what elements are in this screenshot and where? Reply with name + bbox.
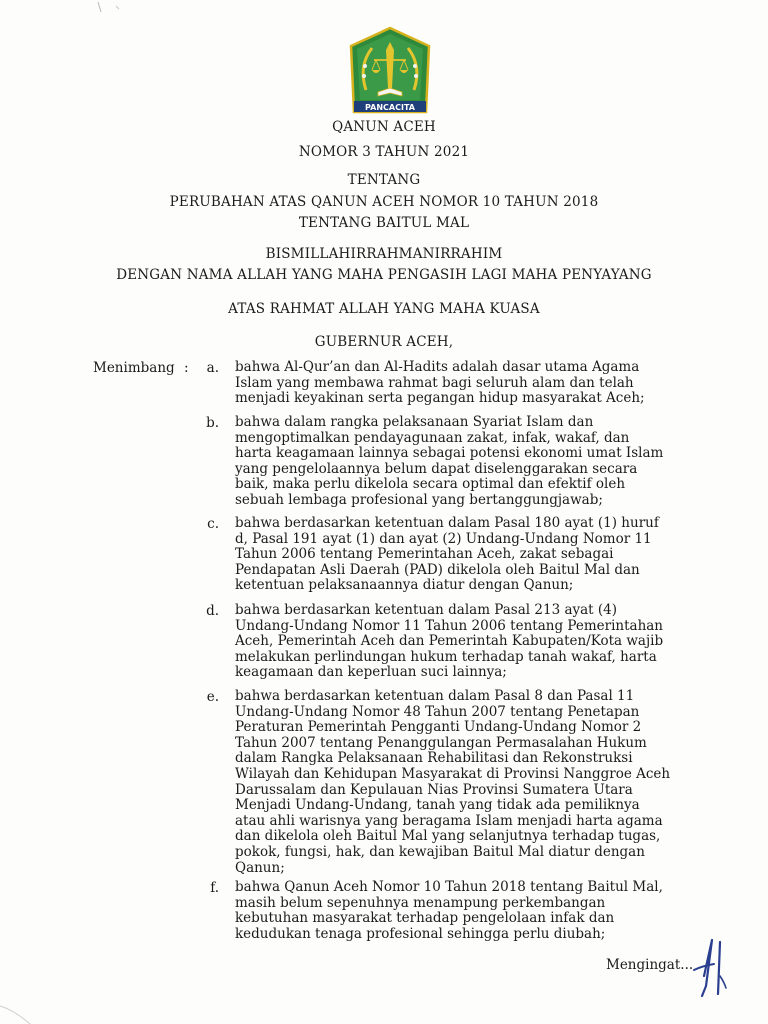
considering-label: Menimbang <box>93 360 175 376</box>
bismillah: BISMILLAHIRRAHMANIRRAHIM <box>265 246 503 262</box>
item-letter-a: a. <box>206 360 219 376</box>
item-text-b: bahwa dalam rangka pelaksanaan Syariat Islam dan mengoptimalkan pendayagunaan zakat, infak, wakaf, dan harta keagamaan lainnya sebagai potensi ekonomi umat Islam yang pengelolaannya belum dapat diselenggarakan secara baik, maka perlu dikelola secara optimal dan efektif oleh sebuah lembaga profesional yang bertanggungjawab; <box>235 414 664 508</box>
item-letter-e: e. <box>206 689 219 705</box>
item-text-a: bahwa Al-Qur’an dan Al-Hadits adalah dasar utama Agama Islam yang membawa rahmat bagi seluruh alam dan telah menjadi keyakinan serta pegangan hidup masyarakat Aceh; <box>235 359 645 407</box>
subject-line-2: TENTANG BAITUL MAL <box>298 215 470 231</box>
aceh-coat-of-arms-icon <box>348 26 432 118</box>
item-letter-d: d. <box>206 603 219 619</box>
doc-number: NOMOR 3 TAHUN 2021 <box>298 144 470 160</box>
item-letter-f: f. <box>210 880 219 896</box>
item-letter-b: b. <box>206 415 219 431</box>
pancacita-emblem <box>348 26 432 118</box>
scan-artifact-mark <box>96 0 126 20</box>
about-label: TENTANG <box>347 172 421 188</box>
item-text-f: bahwa Qanun Aceh Nomor 10 Tahun 2018 tentang Baitul Mal, masih belum sepenuhnya menampung perkembangan kebutuhan masyarakat terhadap pengelolaan infak dan kedudukan tenaga profesional sehingga perlu diubah; <box>235 879 663 942</box>
subject-line-1: PERUBAHAN ATAS QANUN ACEH NOMOR 10 TAHUN 2018 <box>169 194 599 210</box>
doc-title: QANUN ACEH <box>332 119 436 135</box>
item-text-e: bahwa berdasarkan ketentuan dalam Pasal 8 dan Pasal 11 Undang-Undang Nomor 48 Tahun 2007 tentang Penetapan Peraturan Pemerintah Pengganti Undang-Undang Nomor 2 Tahun 2007 tentang Penanggulangan Permasalahan Hukum dalam Rangka Pelaksanaan Rehabilitasi dan Rekonstruksi Wilayah dan Kehidupan Masyarakat di Provinsi Nanggroe Aceh Darussalam dan Kepulauan Nias Provinsi Sumatera Utara Menjadi Undang-Undang, tanah yang tidak ada pemiliknya atau ahli warisnya yang beragama Islam menjadi harta agama dan dikelola oleh Baitul Mal yang selanjutnya terhadap tugas, pokok, fungsi, hak, dan kewajiban Baitul Mal diatur dengan Qanun; <box>235 688 671 876</box>
bismillah-meaning: DENGAN NAMA ALLAH YANG MAHA PENGASIH LAGI MAHA PENYAYANG <box>116 267 652 283</box>
handwritten-initial-icon <box>684 936 728 1000</box>
scan-edge-artifact <box>0 996 40 1024</box>
considering-colon: : <box>184 360 189 376</box>
governor-line: GUBERNUR ACEH, <box>314 334 454 350</box>
emblem-banner-text: PANCACITA <box>365 102 415 112</box>
item-text-c: bahwa berdasarkan ketentuan dalam Pasal 180 ayat (1) huruf d, Pasal 191 ayat (1) dan ayat (2) Undang-Undang Nomor 11 Tahun 2006 tentang Pemerintahan Aceh, zakat sebagai Pendapatan Asli Daerah (PAD) dikelola oleh Baitul Mal dan ketentuan pelaksanaannya diatur dengan Qanun; <box>235 515 659 594</box>
grace-line: ATAS RAHMAT ALLAH YANG MAHA KUASA <box>228 301 540 317</box>
item-text-d: bahwa berdasarkan ketentuan dalam Pasal 213 ayat (4) Undang-Undang Nomor 11 Tahun 2006 tentang Pemerintahan Aceh, Pemerintah Aceh dan Pemerintah Kabupaten/Kota wajib melakukan perlindungan hukum terhadap tanah wakaf, harta keagamaan dan keperluan suci lainnya; <box>235 602 664 681</box>
item-letter-c: c. <box>207 516 219 532</box>
continuation-text: Mengingat... <box>606 957 694 973</box>
